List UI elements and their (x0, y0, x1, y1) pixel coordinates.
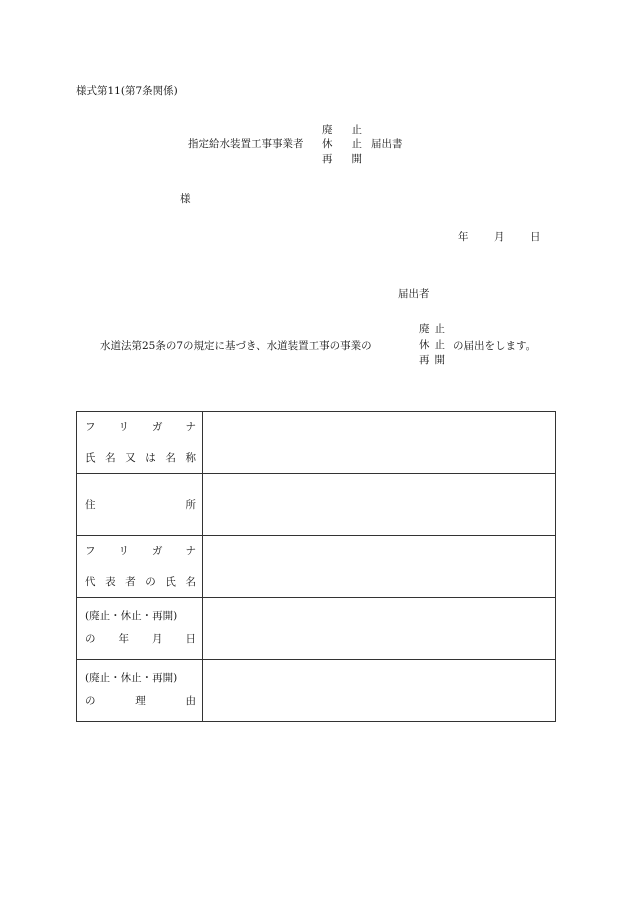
label-line-date: の 年 月 日 (85, 633, 196, 645)
table-row-furigana-name (77, 412, 556, 474)
address-value-field[interactable] (203, 474, 556, 536)
title-suffix: 届出書 (371, 138, 403, 150)
statement-option-char: 止 (434, 323, 445, 335)
date-value-field[interactable] (203, 598, 556, 660)
form-number: 様式第11(第7条関係) (76, 85, 178, 97)
title-option-haishi (322, 125, 362, 136)
title-option-char: 廃 (322, 124, 333, 136)
label-cell (77, 412, 203, 474)
title-option-char: 休 (322, 138, 333, 150)
date-month: 月 (494, 231, 505, 243)
label-line-action: (廃止・休止・再開) (85, 672, 178, 684)
title-option-char: 開 (351, 153, 362, 165)
title-option-char: 止 (351, 124, 362, 136)
label-line-action: (廃止・休止・再開) (85, 610, 178, 622)
label-cell (77, 536, 203, 598)
label-line-name: 氏 名 又 は 名 称 (85, 452, 196, 464)
statement-option-kyushi (419, 340, 445, 351)
label-cell (77, 660, 203, 722)
table-row-date (77, 598, 556, 660)
label-line-furigana: フ リ ガ ナ (85, 545, 196, 557)
statement-before: 水道法第25条の7の規定に基づき、水道装置工事の事業の (100, 340, 372, 352)
date-year: 年 (458, 231, 469, 243)
statement-option-haishi (419, 324, 445, 335)
reason-value-field[interactable] (203, 660, 556, 722)
title-prefix: 指定給水装置工事事業者 (188, 138, 304, 150)
representative-value-field[interactable] (203, 536, 556, 598)
date-day: 日 (530, 231, 541, 243)
label-cell (77, 474, 203, 536)
title-option-kyushi (322, 139, 362, 150)
title-option-char: 止 (351, 138, 362, 150)
name-value-field[interactable] (203, 412, 556, 474)
label-line-address: 住 所 (85, 499, 196, 511)
addressee-suffix: 様 (180, 193, 191, 205)
table-row-representative (77, 536, 556, 598)
notifier-label: 届出者 (398, 288, 430, 300)
title-option-char: 再 (322, 153, 333, 165)
statement-option-char: 廃 (419, 323, 430, 335)
title-option-saikai (322, 154, 362, 165)
statement-after: の届出をします。 (453, 340, 537, 352)
table-row-address (77, 474, 556, 536)
statement-option-char: 再 (419, 354, 430, 366)
label-cell (77, 598, 203, 660)
statement-option-char: 止 (434, 339, 445, 351)
label-line-furigana: フ リ ガ ナ (85, 421, 196, 433)
notification-form-table (76, 411, 556, 722)
statement-option-saikai (419, 355, 445, 366)
label-line-reason: の 理 由 (85, 695, 196, 707)
label-line-representative: 代 表 者 の 氏 名 (85, 576, 196, 588)
statement-option-char: 開 (434, 354, 445, 366)
statement-option-char: 休 (419, 339, 430, 351)
table-row-reason (77, 660, 556, 722)
